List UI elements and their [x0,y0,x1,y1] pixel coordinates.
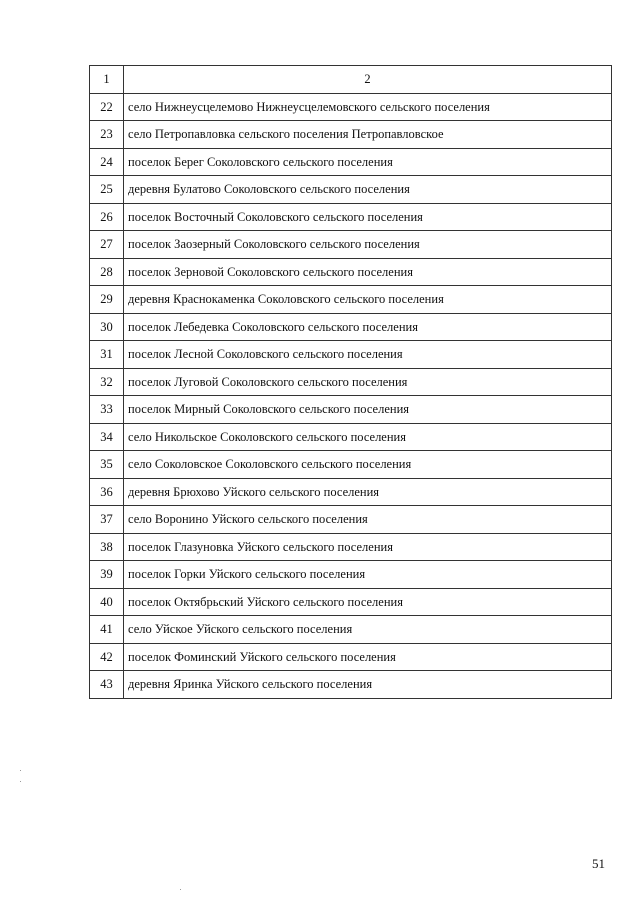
scan-speck [180,889,181,890]
table-row [90,286,612,314]
table-row [90,533,612,561]
row-number: 28 [90,258,124,286]
table-row [90,258,612,286]
row-number: 39 [90,561,124,589]
row-number: 38 [90,533,124,561]
row-number: 29 [90,286,124,314]
settlement-name: поселок Горки Уйского сельского поселения [124,561,612,589]
row-number: 31 [90,341,124,369]
table-row [90,313,612,341]
table-row [90,588,612,616]
scan-speck [20,770,21,771]
table-row [90,506,612,534]
settlement-name: поселок Октябрьский Уйского сельского поселения [124,588,612,616]
table-row [90,93,612,121]
table-row [90,423,612,451]
settlement-name: село Уйское Уйского сельского поселения [124,616,612,644]
settlement-name: поселок Зерновой Соколовского сельского поселения [124,258,612,286]
row-number: 27 [90,231,124,259]
header-column-1: 1 [90,66,124,94]
settlements-table-body [90,66,612,699]
table-row [90,148,612,176]
row-number: 40 [90,588,124,616]
settlement-name: поселок Мирный Соколовского сельского поселения [124,396,612,424]
settlement-name: село Воронино Уйского сельского поселения [124,506,612,534]
table-row [90,176,612,204]
table-row [90,451,612,479]
row-number: 26 [90,203,124,231]
row-number: 24 [90,148,124,176]
settlement-name: поселок Глазуновка Уйского сельского поселения [124,533,612,561]
settlement-name: деревня Брюхово Уйского сельского поселения [124,478,612,506]
settlement-name: поселок Заозерный Соколовского сельского поселения [124,231,612,259]
row-number: 35 [90,451,124,479]
table-row [90,231,612,259]
row-number: 43 [90,671,124,699]
settlements-table [89,65,612,699]
row-number: 36 [90,478,124,506]
settlement-name: поселок Фоминский Уйского сельского поселения [124,643,612,671]
row-number: 25 [90,176,124,204]
table-row [90,643,612,671]
row-number: 41 [90,616,124,644]
row-number: 34 [90,423,124,451]
settlement-name: село Соколовское Соколовского сельского поселения [124,451,612,479]
scan-speck [20,781,21,782]
table-row [90,561,612,589]
row-number: 30 [90,313,124,341]
row-number: 33 [90,396,124,424]
header-column-2: 2 [124,66,612,94]
table-row [90,203,612,231]
settlement-name: поселок Берег Соколовского сельского поселения [124,148,612,176]
table-row [90,671,612,699]
table-header-row [90,66,612,94]
table-row [90,341,612,369]
settlement-name: деревня Яринка Уйского сельского поселения [124,671,612,699]
settlement-name: поселок Лебедевка Соколовского сельского поселения [124,313,612,341]
table-row [90,396,612,424]
row-number: 42 [90,643,124,671]
settlement-name: село Никольское Соколовского сельского поселения [124,423,612,451]
settlement-name: поселок Лесной Соколовского сельского поселения [124,341,612,369]
settlement-name: село Нижнеусцелемово Нижнеусцелемовского сельского поселения [124,93,612,121]
table-row [90,368,612,396]
settlement-name: деревня Краснокаменка Соколовского сельского поселения [124,286,612,314]
table-row [90,616,612,644]
settlement-name: поселок Луговой Соколовского сельского поселения [124,368,612,396]
settlement-name: село Петропавловка сельского поселения Петропавловское [124,121,612,149]
row-number: 37 [90,506,124,534]
row-number: 32 [90,368,124,396]
settlement-name: деревня Булатово Соколовского сельского поселения [124,176,612,204]
table-row [90,478,612,506]
table-row [90,121,612,149]
page-number: 51 [592,856,605,871]
row-number: 23 [90,121,124,149]
settlement-name: поселок Восточный Соколовского сельского поселения [124,203,612,231]
row-number: 22 [90,93,124,121]
